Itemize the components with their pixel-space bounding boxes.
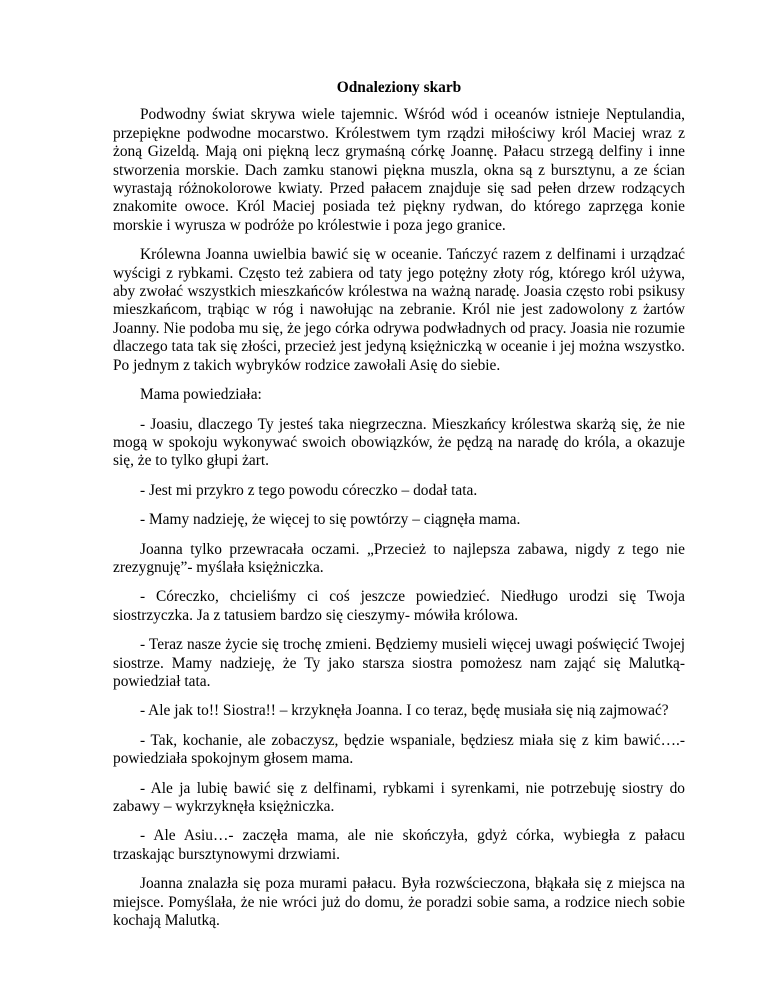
paragraph-mama-said: Mama powiedziała: bbox=[140, 386, 262, 404]
paragraph-dialogue-princess: - Ale ja lubię bawić się z delfinami, rybkami i syrenkami, nie potrzebuję siostry do zabawy – wykrzyknęła księżniczka. bbox=[113, 779, 685, 815]
paragraph-intro: Podwodny świat skrywa wiele tajemnic. Wśród wód i oceanów istnieje Neptulandia, przepiękne podwodne mocarstwo. Królestwem tym rządzi miłościwy król Maciej wraz z żoną Gizeldą. Mają oni piękną lecz grymaśną córkę Joannę. Pałacu strzegą delfiny i inne stworzenia morskie. Dach zamku stanowi piękna muszla, okna są z bursztynu, a ze ścian wyrastają różnokolorowe kwiaty. Przed pałacem znajduje się sad pełen drzew rodzących znakomite owoce. Król Maciej posiada też piękny rydwan, do którego zaprzęga konie morskie i wyrusza w podróże po królestwie i poza jego granice. bbox=[113, 106, 685, 234]
paragraph-dialogue-mama-3: - Tak, kochanie, ale zobaczysz, będzie wspaniale, będziesz miała się z kim bawić….- powiedziała spokojnym głosem mama. bbox=[113, 731, 685, 768]
paragraph-dialogue-tata-2: - Teraz nasze życie się trochę zmieni. Będziemy musieli więcej uwagi poświęcić Twojej siostrze. Mamy nadzieję, że Ty jako starsza siostra pomożesz nam zająć się Malutką- powiedział tata. bbox=[113, 636, 685, 690]
document-title: Odnaleziony skarb bbox=[336, 79, 462, 96]
paragraph-dialogue-tata: - Jest mi przykro z tego powodu córeczko – dodał tata. bbox=[140, 481, 478, 499]
paragraph-dialogue-mama-2: - Mamy nadzieję, że więcej to się powtórzy – ciągnęła mama. bbox=[140, 511, 521, 529]
paragraph-dialogue-mama: - Joasiu, dlaczego Ty jesteś taka niegrzeczna. Mieszkańcy królestwa skarżą się, że nie mogą w spokoju wykonywać swoich obowiązków, że pędzą na naradę do króla, a okazuje się, że to tylko głupi żart. bbox=[113, 415, 685, 470]
paragraph-dialogue-mama-4: - Ale Asiu…- zaczęła mama, ale nie skończyła, gdyż córka, wybiegła z pałacu trzaskając bursztynowymi drzwiami. bbox=[113, 827, 685, 863]
paragraph-outside-palace: Joanna znalazła się poza murami pałacu. Była rozwścieczona, błąkała się z miejsca na miejsce. Pomyślała, że nie wróci już do domu, że poradzi sobie sama, a rodzice niech sobie kochają Malutką. bbox=[113, 875, 685, 930]
paragraph-joanna: Królewna Joanna uwielbia bawić się w oceanie. Tańczyć razem z delfinami i urządzać wyścigi z rybkami. Często też zabiera od taty jego potężny złoty róg, którego król używa, aby zwołać wszystkich mieszkańców królestwa na ważną naradę. Joasia często robi psikusy mieszkańcom, trąbiąc w róg i nawołując na zebranie. Król nie jest zadowolony z żartów Joanny. Nie podoba mu się, że jego córka odrywa podwładnych od pracy. Joasia nie rozumie dlaczego tata tak się złości, przecież jest jedyną księżniczką w oceanie i jej można wszystko. Po jednym z takich wybryków rodzice zawołali Asię do siebie. bbox=[113, 246, 685, 374]
paragraph-dialogue-queen: - Córeczko, chcieliśmy ci coś jeszcze powiedzieć. Niedługo urodzi się Twoja siostrzyczka. Ja z tatusiem bardzo się cieszymy- mówiła królowa. bbox=[113, 588, 685, 624]
document-body bbox=[113, 79, 685, 941]
paragraph-joanna-thoughts: Joanna tylko przewracała oczami. „Przecież to najlepsza zabawa, nigdy z tego nie zrezygnuję”- myślała księżniczka. bbox=[113, 540, 685, 576]
paragraph-dialogue-joanna: - Ale jak to!! Siostra!! – krzyknęła Joanna. I co teraz, będę musiała się nią zajmować? bbox=[140, 702, 669, 720]
